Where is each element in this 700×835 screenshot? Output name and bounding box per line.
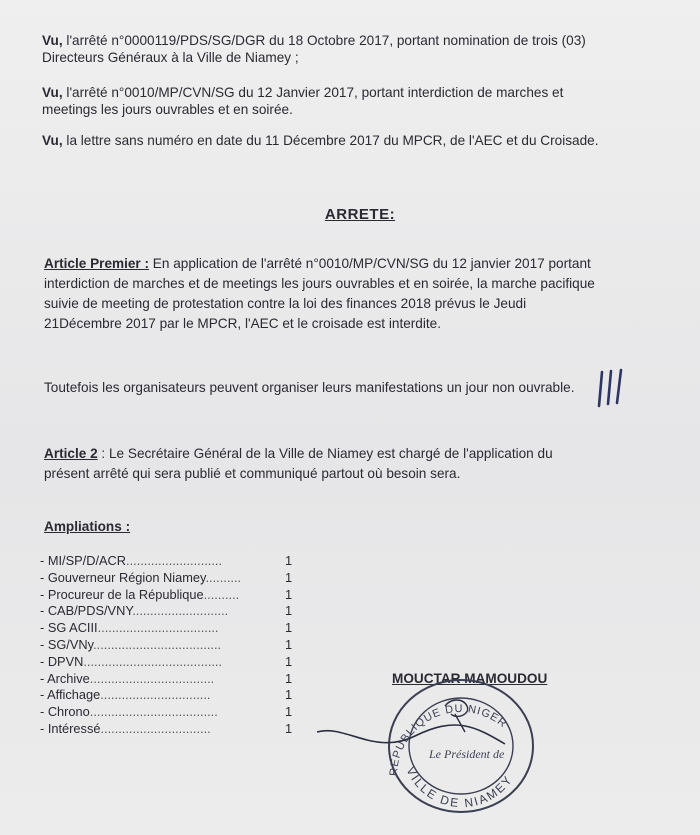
official-stamp	[305, 666, 535, 816]
vu-paragraph-2	[42, 84, 602, 118]
ampliation-label: - CAB/PDS/VNY	[40, 603, 133, 619]
ampliation-count: 1	[285, 586, 293, 602]
vu-text: l'arrêté n°0010/MP/CVN/SG du 12 Janvier 2017, portant interdiction de marches et meetings les jours ouvrables et en soirée.	[42, 85, 564, 117]
ampliation-dots: ..........	[203, 586, 240, 602]
vu-prefix: Vu,	[42, 133, 63, 148]
ampliation-count: 1	[285, 569, 293, 585]
ampliation-label: - DPVN	[40, 653, 84, 669]
ampliations-list	[40, 553, 300, 738]
ampliation-label: - Gouverneur Région Niamey	[40, 569, 206, 585]
stamp-bottom-text: VILLE DE NIAMEY	[403, 764, 516, 811]
ampliation-label: - Chrono	[40, 704, 90, 720]
ampliation-count: 1	[285, 704, 293, 720]
ampliation-count: 1	[285, 553, 293, 568]
vu-prefix: Vu,	[42, 33, 63, 48]
ampliation-count: 1	[285, 603, 293, 619]
vu-text: l'arrêté n°0000119/PDS/SG/DGR du 18 Octobre 2017, portant nomination de trois (03) Directeurs Généraux à la Ville de Niamey ;	[42, 33, 586, 65]
ampliation-count: 1	[285, 653, 293, 669]
ampliation-dots: ....................................	[93, 636, 222, 652]
ampliation-count: 1	[285, 670, 293, 686]
ampliation-label: - Archive	[40, 670, 90, 686]
ampliation-count: 1	[285, 687, 293, 703]
ampliation-count: 1	[285, 620, 293, 636]
article-2	[44, 444, 600, 484]
ampliation-label: - SG/VNy	[40, 636, 94, 652]
ampliation-label: - Intéressé	[40, 720, 101, 736]
ampliation-item	[40, 687, 300, 704]
ampliation-dots: ....................................	[89, 704, 218, 720]
ampliation-dots: ..................................	[97, 620, 219, 636]
ampliation-item	[40, 704, 300, 721]
article-label: Article 2	[44, 446, 98, 461]
ampliation-item	[40, 671, 300, 688]
article-premier	[44, 254, 596, 334]
stamp-top-text: REPUBLIQUE DU NIGER	[387, 702, 510, 777]
ampliation-item	[40, 620, 300, 637]
ampliation-dots: ...............................	[100, 720, 211, 736]
ampliation-item	[40, 587, 300, 604]
ampliation-label: - MI/SP/D/ACR	[40, 553, 127, 568]
ampliation-item	[40, 570, 300, 587]
ampliation-dots: ..........	[205, 569, 242, 585]
ampliation-item	[40, 637, 300, 654]
toutefois-paragraph: Toutefois les organisateurs peuvent organiser leurs manifestations un jour non ouvrable.	[44, 380, 575, 395]
article-text: : Le Secrétaire Général de la Ville de Niamey est chargé de l'application du présent arrêté qui sera publié et communiqué partout où besoin sera.	[44, 446, 553, 481]
ampliation-item	[40, 553, 300, 570]
ampliation-item	[40, 603, 300, 620]
vu-paragraph-1	[42, 32, 602, 66]
vu-prefix: Vu,	[42, 85, 63, 100]
ampliation-count: 1	[285, 636, 293, 652]
ampliation-dots: ...............................	[100, 687, 211, 703]
stamp-center-text: Le Président de	[429, 747, 505, 761]
ampliation-item	[40, 654, 300, 671]
signatory-name: MOUCTAR MAMOUDOU	[392, 671, 548, 686]
ampliation-dots: .......................................	[83, 653, 223, 669]
ampliation-dots: ...................................	[89, 670, 215, 686]
ampliation-label: - SG ACIII	[40, 620, 98, 636]
ampliation-label: - Affichage	[40, 687, 101, 703]
ampliation-label: - Procureur de la République	[40, 586, 204, 602]
ampliation-dots: ...........................	[126, 553, 223, 568]
vu-paragraph-3	[42, 132, 602, 149]
article-text: En application de l'arrêté n°0010/MP/CVN/SG du 12 janvier 2017 portant interdiction de marches et de meetings les jours ouvrables et en soirée, la marche pacifique suivie de meeting de protestation contre la loi des finances 2018 prévus le Jeudi 21Décembre 2017 par le MPCR, l'AEC et le croisade est interdite.	[44, 256, 595, 331]
ampliation-item	[40, 721, 300, 738]
ampliation-dots: ...........................	[132, 603, 229, 619]
vu-text: la lettre sans numéro en date du 11 Décembre 2017 du MPCR, de l'AEC et du Croisade.	[62, 133, 599, 148]
handwritten-marks	[596, 368, 628, 410]
article-label: Article Premier :	[44, 256, 150, 271]
ampliation-count: 1	[285, 720, 293, 736]
ampliations-title: Ampliations :	[44, 519, 131, 534]
decree-title: ARRETE:	[324, 206, 396, 223]
